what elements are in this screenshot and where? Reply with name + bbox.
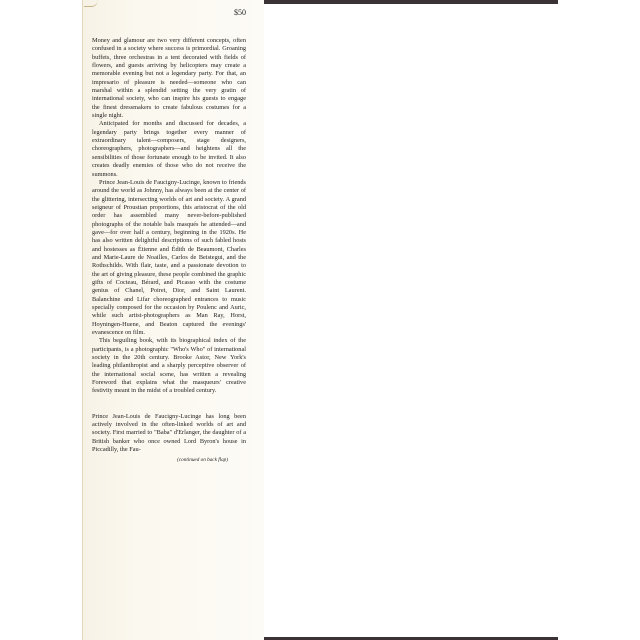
paragraph-intro: Money and glamour are two very different concepts, often confused in a society where success is primordial. Groaning buffets, three orchestras in a tent decorated with fields of flowers, and guests arriving by helicopters may create a memorable evening but not a legendary party. For that, an impresario of pleasure is needed—someone who can marshal within a splendid setting the very gratin of international society, who can inspire his guests to engage the finest dressmakers to create fabulous costumes for a single night. xyxy=(92,37,246,120)
continued-note: (continued on back flap) xyxy=(177,456,228,463)
author-bio: Prince Jean-Louis de Faucigny-Lucinge has long been actively involved in the often-linked worlds of art and society. First married to "Baba" d'Erlanger, the daughter of a British banker who once owned Lord Byron's house in Piccadilly, the Fau- xyxy=(92,412,246,454)
paragraph-prince-lucinge: Prince Jean-Louis de Faucigny-Lucinge, known to friends around the world as Johnny, has always been at the center of the glittering, intersecting worlds of art and society. A grand seigneur of Proustian proportions, this aristocrat of the old order has assembled many never-before-published photographs of the notable bals masqués he attended—and gave—for over half a century, beginning in the 1920s. He has also written delightful descriptions of such fabled hosts and hostesses as Étienne and Édith de Beaumont, Charles and Marie-Laure de Noailles, Carlos de Beistegui, and the Rothschilds. With flair, taste, and a passionate devotion to the art of giving pleasure, these people combined the graphic gifts of Cocteau, Bérard, and Picasso with the costume genius of Chanel, Poiret, Dior, and Saint Laurent. Balanchine and Lifar choreographed entrances to music specially composed for the occasion by Poulenc and Auric, while such artist-photographers as Man Ray, Horst, Hoyningen-Huene, and Beaton captured the evenings' evanescence on film. xyxy=(92,178,246,337)
flap-copy xyxy=(92,37,246,464)
price-label: $50 xyxy=(234,8,246,17)
paragraph-legendary-party: Anticipated for months and discussed for decades, a legendary party brings together every manner of extraordinary talent—composers, stage designers, choreographers, photographers—and heightens all the sensibilities of those fortunate enough to be invited. It also creates deadly enemies of those who do not receive the summons. xyxy=(92,120,246,178)
cover-edge-top xyxy=(262,0,558,4)
paragraph-book-description: This beguiling book, with its biographical index of the participants, is a photographic "Who's Who" of international society in the 20th century. Brooke Astor, New York's leading philanthropist and a sharply perceptive observer of the international social scene, has written a revealing Foreword that explains what the masqueurs' creative festivity meant in the midst of a troubled century. xyxy=(92,337,246,395)
